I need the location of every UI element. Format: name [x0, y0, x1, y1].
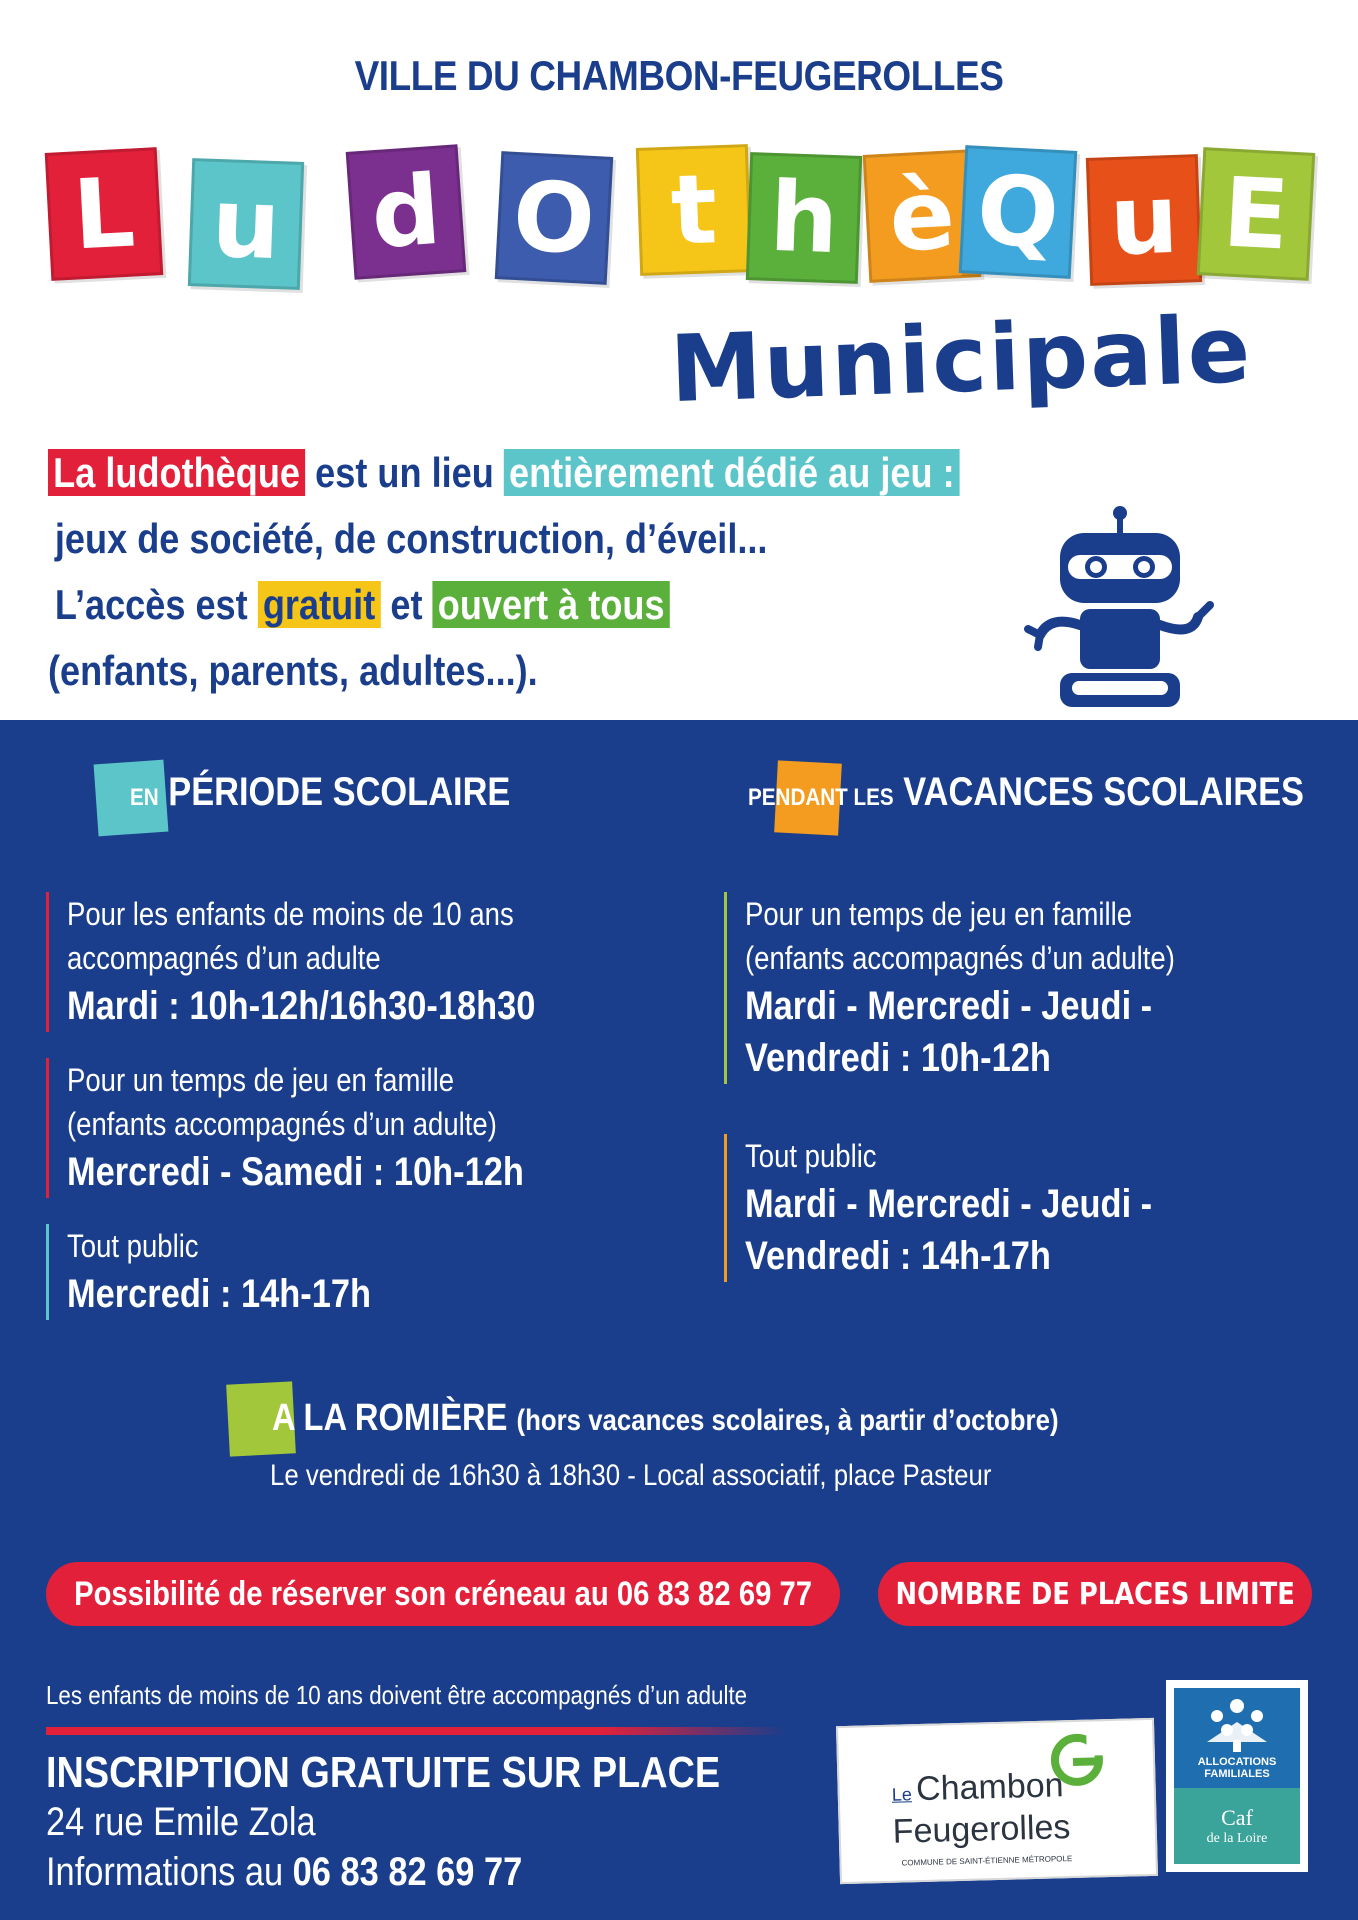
footer-inscription: INSCRIPTION GRATUITE SUR PLACE [46, 1748, 721, 1797]
caf-region: de la Loire [1206, 1831, 1268, 1846]
holidays-block-1-hours-1: Mardi - Mercredi - Jeudi - [745, 984, 1153, 1028]
school-period-label: PÉRIODE SCOLAIRE [168, 770, 511, 814]
intro-line-1 [48, 440, 955, 506]
holidays-block-1-hours-2: Vendredi : 10h-12h [745, 1036, 1051, 1080]
romiere-sub: (hors vacances scolaires, à partir d’octobre) [516, 1404, 1059, 1437]
chambon-le: Le [891, 1784, 913, 1805]
footer-info [46, 1850, 522, 1895]
footer-info-label: Informations au [46, 1850, 284, 1894]
school-block-2-hours: Mercredi - Samedi : 10h-12h [67, 1150, 524, 1194]
caf-line-2: FAMILIALES [1204, 1768, 1270, 1780]
title-letters [48, 140, 1318, 300]
school-block-1 [46, 892, 612, 1032]
school-period-prefix: EN [130, 784, 159, 811]
school-block-3-hours: Mercredi : 14h-17h [67, 1272, 371, 1316]
footer-info-phone: 06 83 82 69 77 [292, 1850, 523, 1894]
school-block-2-desc-1: Pour un temps de jeu en famille [67, 1062, 455, 1098]
romiere-a: A [272, 1397, 295, 1439]
footer-red-line [46, 1727, 786, 1735]
intro-line-4: (enfants, parents, adultes...). [48, 647, 538, 694]
holidays-block-2-hours-1: Mardi - Mercredi - Jeudi - [745, 1182, 1153, 1226]
robot-icon [1020, 505, 1240, 720]
title-letter-9: u [1086, 154, 1202, 286]
holidays-block-1 [724, 892, 1245, 1084]
romiere-text: Le vendredi de 16h30 à 18h30 - Local associatif, place Pasteur [270, 1459, 992, 1492]
holidays-block-2-hours-2: Vendredi : 14h-17h [745, 1234, 1051, 1278]
chambon-word-2: Feugerolles [892, 1808, 1071, 1851]
school-block-1-desc-1: Pour les enfants de moins de 10 ans [67, 896, 514, 932]
city-header: VILLE DU CHAMBON-FEUGEROLLES [354, 52, 1004, 99]
caf-name: Caf [1221, 1805, 1253, 1830]
chambon-subtitle: COMMUNE DE SAINT-ÉTIENNE MÉTROPOLE [901, 1854, 1073, 1868]
top-section [0, 0, 1358, 720]
intro-line-2: jeux de société, de construction, d’éveil... [54, 515, 768, 562]
romiere-name: LA ROMIÈRE [303, 1397, 508, 1439]
limited-places-text: NOMBRE DE PLACES LIMITE [895, 1576, 1295, 1612]
chambon-logo [836, 1718, 1158, 1884]
footer-note: Les enfants de moins de 10 ans doivent être accompagnés d’un adulte [46, 1680, 748, 1710]
school-block-1-hours: Mardi : 10h-12h/16h30-18h30 [67, 984, 536, 1028]
caf-logo-inner [1174, 1688, 1300, 1864]
schedule-section [0, 720, 1358, 1920]
holidays-label: VACANCES SCOLAIRES [903, 770, 1304, 814]
highlight-ludotheque: La ludothèque [48, 449, 305, 496]
school-block-2-desc-2: (enfants accompagnés d’un adulte) [67, 1106, 497, 1142]
title-letter-7: è [863, 149, 982, 283]
title-letter-8: Q [959, 145, 1078, 279]
school-block-2 [46, 1058, 598, 1198]
highlight-dedie: entièrement dédié au jeu : [504, 449, 960, 496]
title-letter-2: u [188, 158, 304, 290]
school-block-1-desc-2: accompagnés d’un adulte [67, 940, 381, 976]
intro-text-4: L’accès est [54, 581, 248, 628]
chambon-logo-text [891, 1766, 1064, 1809]
reserve-text: Possibilité de réserver son créneau au 06 83 82 69 77 [74, 1574, 812, 1613]
subtitle-municipale: Municipale [668, 295, 1254, 424]
reserve-pill [46, 1562, 840, 1626]
school-block-3 [46, 1224, 420, 1320]
holidays-block-1-desc-1: Pour un temps de jeu en famille [745, 896, 1133, 932]
intro-text-6: et [390, 581, 423, 628]
holidays-title [748, 770, 1304, 815]
intro-text [48, 440, 955, 704]
holidays-block-2-desc-1: Tout public [745, 1138, 877, 1174]
intro-line-3 [48, 572, 891, 638]
holidays-block-2 [724, 1134, 1218, 1282]
highlight-ouvert: ouvert à tous [433, 581, 670, 628]
school-block-3-desc-1: Tout public [67, 1228, 199, 1264]
highlight-gratuit: gratuit [258, 581, 381, 628]
footer-address: 24 rue Emile Zola [46, 1800, 316, 1844]
title-letter-3: d [346, 144, 467, 280]
chambon-word-1: Chambon [915, 1766, 1065, 1809]
limited-places-pill [878, 1562, 1312, 1626]
title-letter-4: O [495, 151, 614, 285]
caf-family-icon [1197, 1696, 1277, 1754]
title-letter-10: E [1197, 147, 1316, 281]
caf-bottom [1174, 1788, 1300, 1864]
holidays-prefix: PENDANT LES [748, 784, 894, 811]
caf-line-1: ALLOCATIONS [1197, 1756, 1277, 1768]
caf-logo [1166, 1680, 1308, 1872]
romiere-title [272, 1397, 1059, 1440]
title-letter-1: L [45, 147, 164, 281]
school-period-title [130, 770, 510, 815]
intro-text-2: est un lieu [315, 449, 494, 496]
title-letter-5: t [636, 144, 752, 276]
title-letter-6: h [746, 152, 862, 284]
holidays-block-1-desc-2: (enfants accompagnés d’un adulte) [745, 940, 1175, 976]
